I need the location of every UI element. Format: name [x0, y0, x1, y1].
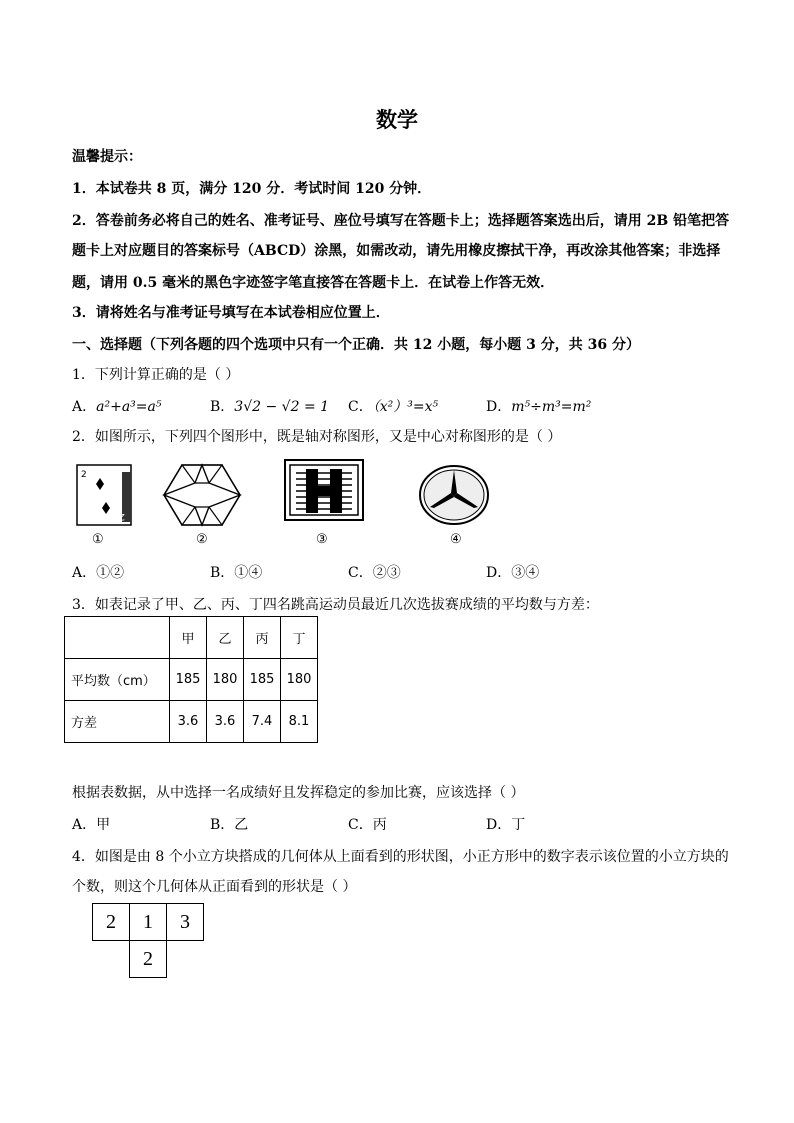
table-row [65, 701, 318, 743]
q3-option-c [348, 814, 387, 834]
option-text: （x²）³=x⁵ [372, 399, 439, 415]
q3-option-d [486, 814, 525, 834]
notice-item-3 [72, 302, 390, 322]
table-row [65, 659, 318, 701]
option-text: ③④ [511, 565, 540, 581]
notice-item-num: 3． [72, 305, 96, 321]
notice-item-text: 本试卷共 8 页，满分 120 分．考试时间 120 分钟． [95, 181, 432, 197]
figure-label-2: ② [196, 532, 208, 547]
notice-item-2 [72, 210, 729, 230]
option-label: B． [210, 565, 235, 581]
notice-heading: 温馨提示： [72, 149, 142, 165]
playing-card-figure [76, 464, 132, 526]
option-label: C． [348, 817, 373, 833]
table-cell: 185 [170, 659, 207, 701]
q1-stem: 1．下列计算正确的是（ ） [72, 367, 240, 383]
q2-stem: 2．如图所示，下列四个图形中，既是轴对称图形，又是中心对称图形的是（ ） [72, 429, 562, 445]
grid-cell: 1 [129, 903, 167, 941]
option-label: B． [210, 817, 235, 833]
notice-item-2-cont: 题卡上对应题目的答案标号（ABCD）涂黑，如需改动，请先用橡皮擦拭干净，再改涂其他答案；非选择 [72, 243, 721, 259]
option-label: D． [486, 399, 512, 415]
option-text: m⁵÷m³=m² [511, 399, 592, 415]
star-hexagon-figure [162, 462, 242, 528]
option-label: D． [486, 565, 512, 581]
table-header-cell: 丙 [244, 617, 281, 659]
q4-stem-line2: 个数，则这个几何体从正面看到的形状是（ ） [72, 879, 357, 895]
q1-option-c [348, 396, 438, 416]
notice-item-num: 1． [72, 181, 96, 197]
notice-item-2-cont2: 题，请用 0.5 毫米的黑色字迹签字笔直接答在答题卡上．在试卷上作答无效． [72, 275, 555, 291]
q1-option-b [210, 396, 329, 416]
table-row-label: 平均数（cm） [65, 659, 170, 701]
table-row-label: 方差 [65, 701, 170, 743]
notice-item-text: 请将姓名与准考证号填写在本试卷相应位置上． [95, 305, 390, 321]
figure-label-3: ③ [316, 532, 328, 547]
table-corner-cell [65, 617, 170, 659]
score-table [64, 616, 318, 743]
grid-cell: 2 [129, 940, 167, 978]
option-label: A． [72, 817, 97, 833]
table-cell: 3.6 [170, 701, 207, 743]
table-cell: 185 [244, 659, 281, 701]
notice-item-1 [72, 178, 431, 198]
q3-option-a [72, 814, 110, 834]
option-text: ①② [96, 565, 125, 581]
card-rank-top: 2 [81, 470, 87, 480]
notice-item-num: 2． [72, 213, 96, 229]
table-cell: 180 [207, 659, 244, 701]
section-heading: 一、选择题（下列各题的四个选项中只有一个正确．共 12 小题，每小题 3 分，共 36 分） [72, 337, 640, 353]
three-star-circle-figure [418, 464, 490, 526]
option-text: 3√2 − √2 = 1 [234, 399, 330, 415]
table-header-row [65, 617, 318, 659]
option-text: 丙 [372, 817, 387, 833]
q2-option-b [210, 562, 262, 582]
option-label: B． [210, 399, 235, 415]
table-cell: 7.4 [244, 701, 281, 743]
option-text: a²+a³=a⁵ [96, 399, 162, 415]
option-label: A． [72, 565, 97, 581]
q2-option-c [348, 562, 401, 582]
notice-item-text: 答卷前务必将自己的姓名、准考证号、座位号填写在答题卡上；选择题答案选出后，请用 2B 铅笔把答 [95, 213, 730, 229]
figure-label-4: ④ [450, 532, 462, 547]
table-cell: 3.6 [207, 701, 244, 743]
grid-cell: 2 [92, 903, 130, 941]
option-text: 乙 [234, 817, 249, 833]
option-label: A． [72, 399, 97, 415]
framed-h-figure [284, 459, 364, 521]
option-label: C． [348, 399, 373, 415]
q2-option-d [486, 562, 539, 582]
option-label: D． [486, 817, 512, 833]
grid-cell: 3 [166, 903, 204, 941]
option-text: 丁 [511, 817, 526, 833]
option-text: ①④ [234, 565, 263, 581]
q2-option-a [72, 562, 124, 582]
q3-follow: 根据表数据，从中选择一名成绩好且发挥稳定的参加比赛，应该选择（ ） [72, 785, 525, 801]
figure-label-1: ① [92, 532, 104, 547]
option-label: C． [348, 565, 373, 581]
card-rank-bottom: 2 [119, 511, 125, 521]
option-text: ②③ [372, 565, 401, 581]
q1-option-a [72, 396, 161, 416]
q1-option-d [486, 396, 591, 416]
option-text: 甲 [96, 817, 111, 833]
q4-stem-line1: 4．如图是由 8 个小立方块搭成的几何体从上面看到的形状图，小正方形中的数字表示该位置的小立方块的 [72, 849, 729, 865]
table-header-cell: 乙 [207, 617, 244, 659]
page-title: 数学 [376, 107, 418, 132]
q3-stem: 3．如表记录了甲、乙、丙、丁四名跳高运动员最近几次选拔赛成绩的平均数与方差： [72, 597, 599, 613]
table-cell: 180 [281, 659, 318, 701]
table-cell: 8.1 [281, 701, 318, 743]
q3-option-b [210, 814, 248, 834]
table-header-cell: 丁 [281, 617, 318, 659]
table-header-cell: 甲 [170, 617, 207, 659]
